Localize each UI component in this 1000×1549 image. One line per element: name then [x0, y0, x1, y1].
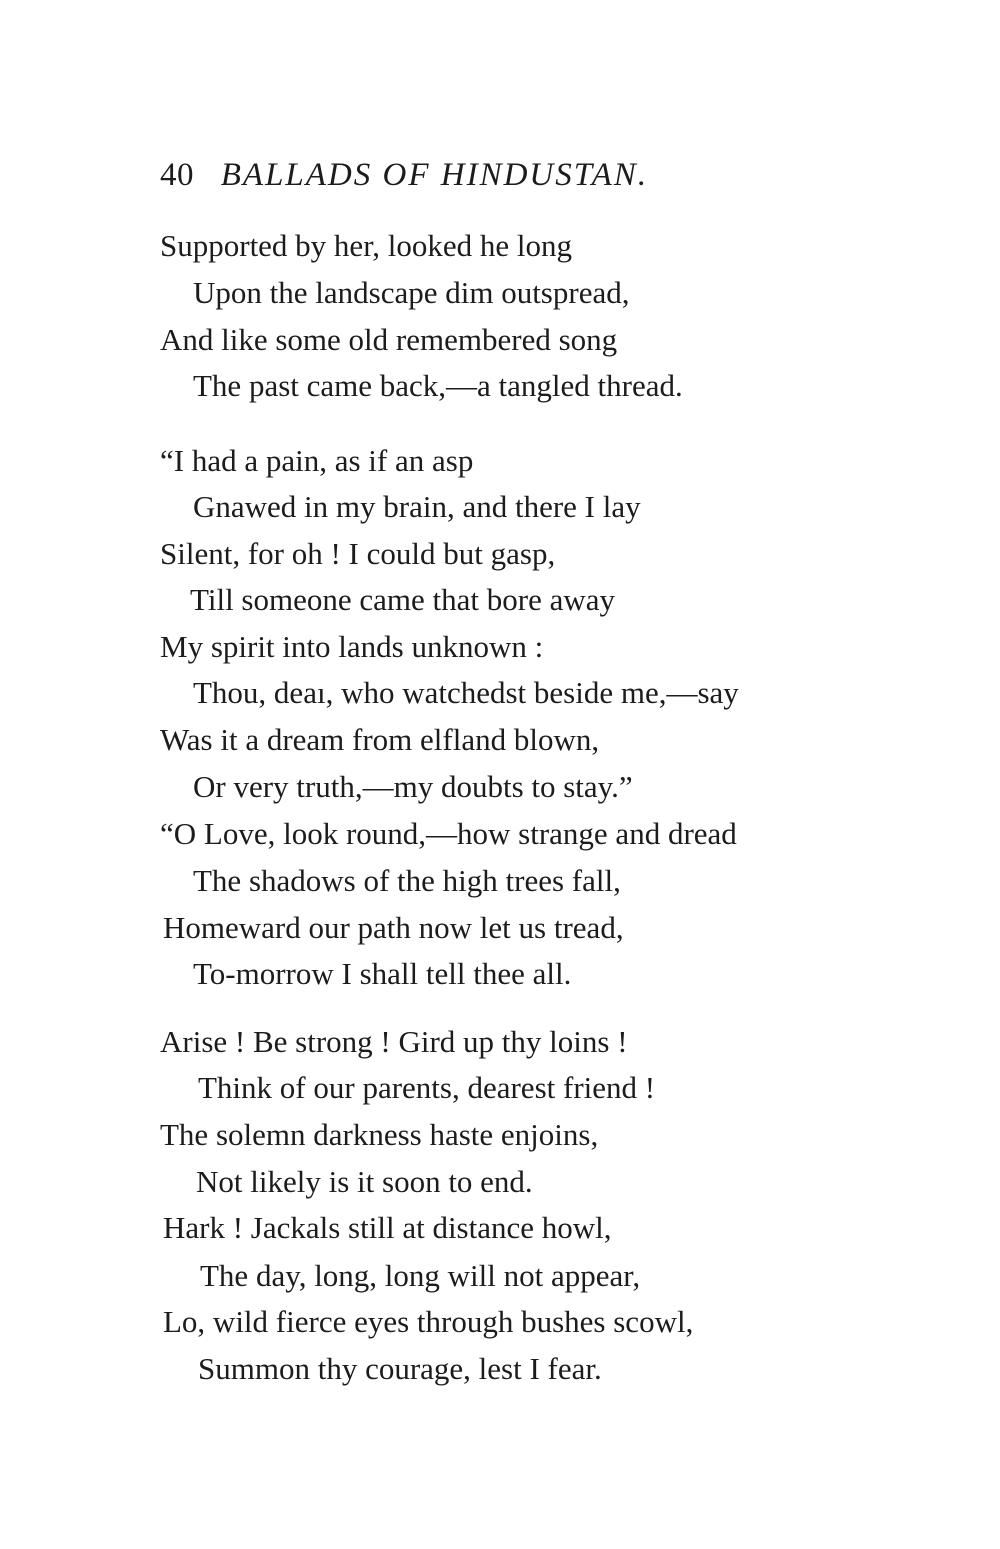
- poem-line: Lo, wild fierce eyes through bushes scowl,: [163, 1304, 694, 1339]
- poem-line: Homeward our path now let us tread,: [163, 910, 624, 945]
- poem-line: Or very truth,—my doubts to stay.”: [193, 769, 633, 804]
- running-title: BALLADS OF HINDUSTAN.: [220, 157, 649, 193]
- poem-line: Supported by her, looked he long: [160, 228, 573, 263]
- poem-line: Till someone came that bore away: [190, 582, 615, 617]
- page-header: [160, 150, 648, 200]
- poem-line: The past came back,—a tangled thread.: [193, 368, 683, 403]
- poem-line: Upon the landscape dim outspread,: [193, 275, 630, 310]
- poem-line: Was it a dream from elfland blown,: [160, 722, 600, 757]
- poem-line: The day, long, long will not appear,: [200, 1258, 641, 1293]
- page-number: 40: [160, 157, 194, 193]
- poem-line: “I had a pain, as if an asp: [160, 443, 474, 478]
- poem-line: The shadows of the high trees fall,: [193, 863, 621, 898]
- poem-line: Not likely is it soon to end.: [196, 1164, 533, 1199]
- poem-line: My spirit into lands unknown :: [160, 629, 544, 664]
- poem-line: And like some old remembered song: [160, 322, 618, 357]
- poem-line: The solemn darkness haste enjoins,: [160, 1117, 599, 1152]
- poem-line: “O Love, look round,—how strange and dread: [160, 816, 737, 851]
- poem-line: Thou, deaı, who watchedst beside me,—say: [193, 675, 739, 710]
- poem-line: Hark ! Jackals still at distance howl,: [163, 1210, 612, 1245]
- poem-line: Silent, for oh ! I could but gasp,: [160, 536, 556, 571]
- poem-line: Summon thy courage, lest I fear.: [198, 1351, 602, 1386]
- poem-line: Think of our parents, dearest friend !: [198, 1070, 656, 1105]
- poem-line: Gnawed in my brain, and there I lay: [193, 489, 641, 524]
- poem-line: Arise ! Be strong ! Gird up thy loins !: [160, 1024, 628, 1059]
- poem-line: To-morrow I shall tell thee all.: [193, 956, 572, 991]
